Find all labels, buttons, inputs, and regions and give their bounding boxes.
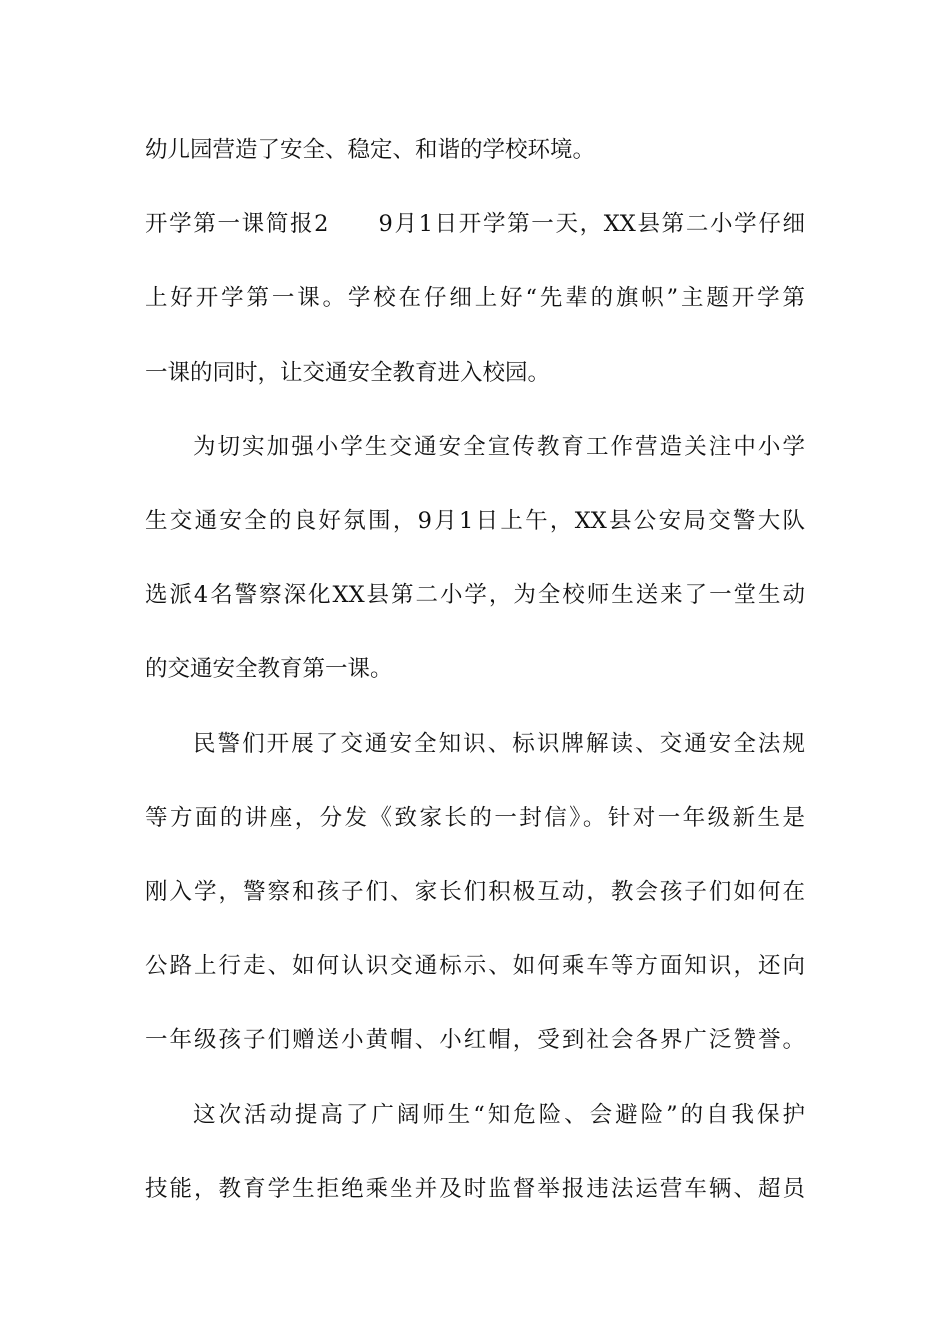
text-line: 刚入学，警察和孩子们、家长们积极互动，教会孩子们如何在 (145, 879, 805, 905)
text-line: 一课的同时，让交通安全教育进入校园。 (145, 359, 551, 386)
paragraph-first-line: 这次活动提高了广阔师生“知危险、会避险”的自我保护 (193, 1101, 805, 1128)
paragraph-first-line: 为切实加强小学生交通安全宣传教育工作营造关注中小学 (193, 433, 805, 460)
text-line: 公路上行走、如何认识交通标示、如何乘车等方面知识，还向 (145, 953, 805, 980)
paragraph-first-line: 民警们开展了交通安全知识、标识牌解读、交通安全法规 (193, 730, 805, 757)
text-line: 等方面的讲座，分发《致家长的一封信》。针对一年级新生是 (145, 804, 805, 831)
text-line: 一年级孩子们赠送小黄帽、小红帽，受到社会各界广泛赞誉。 (145, 1027, 805, 1054)
text-line: 幼儿园营造了安全、稳定、和谐的学校环境。 (145, 137, 596, 163)
text-line: 开学第一课简报2 9月1日开学第一天，XX县第二小学仔细 (145, 211, 805, 238)
text-line: 的交通安全教育第一课。 (145, 656, 393, 683)
text-line: 生交通安全的良好氛围，9月1日上午，XX县公安局交警大队 (145, 508, 805, 534)
text-line: 上好开学第一课。学校在仔细上好“先辈的旗帜”主题开学第 (145, 285, 805, 312)
text-line: 选派4名警察深化XX县第二小学，为全校师生送来了一堂生动 (145, 582, 805, 609)
text-line: 技能，教育学生拒绝乘坐并及时监督举报违法运营车辆、超员 (145, 1175, 805, 1202)
